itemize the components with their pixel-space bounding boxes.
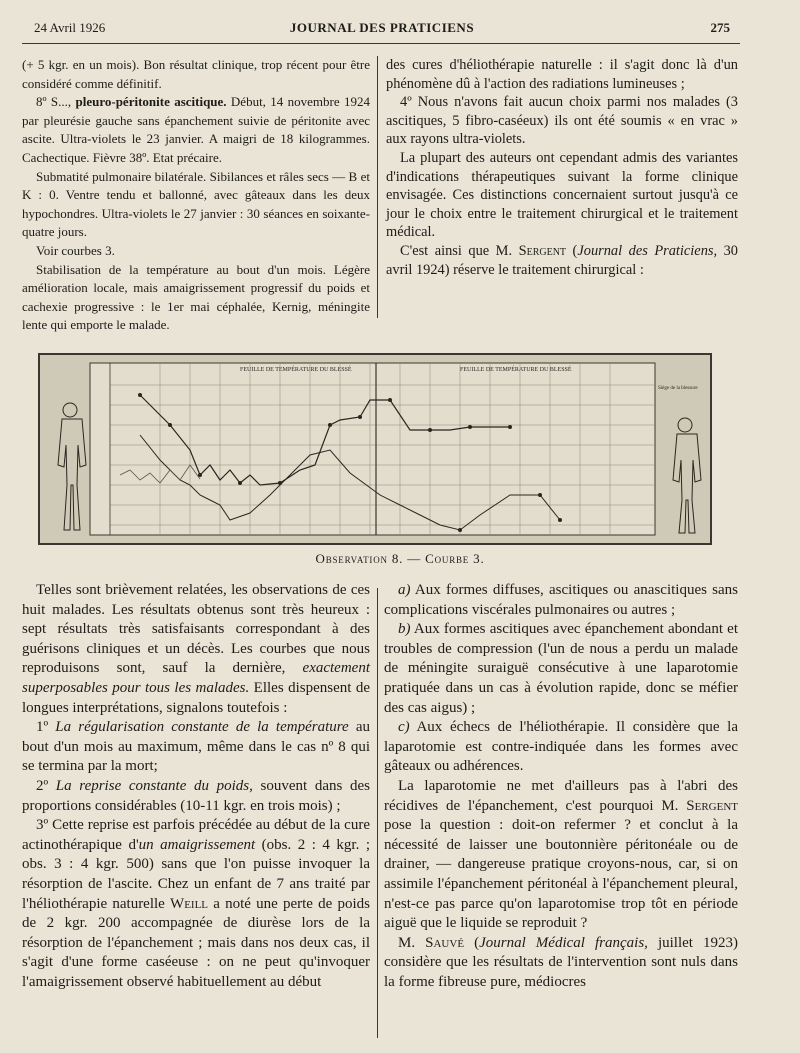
list-item: c) Aux échecs de l'héliothérapie. Il considère que la laparotomie est contre-indiquée dans les formes avec gâteaux ou adhérences. bbox=[384, 719, 738, 775]
paragraph: 4º Nous n'avons fait aucun choix parmi nos malades (3 ascitiques, 5 fibro-caséeux) ils ont été soumis « en vrac » aux rayons ultra-violets. bbox=[386, 94, 738, 148]
side-label: Siège de la blessure bbox=[658, 386, 698, 391]
paragraph: La laparotomie ne met d'ailleurs pas à l'abri des récidives de l'épanchement, c'est pourquoi M. Sergent pose la question : doit-on refermer ? et conclut à la nécessité de laisser une boutonnière péritonéale ou de drainer, — dangereuse pratique croyons-nous, car, si on assimile l'épanchement péritonéal à l'épanchement pleural, n'est-ce pas parce qu'on laparotomise trop tôt en période aiguë que le liquide se reproduit ? bbox=[384, 777, 738, 932]
column-top-right bbox=[386, 56, 738, 279]
column-top-left bbox=[22, 56, 370, 335]
paragraph: (+ 5 kgr. en un mois). Bon résultat clinique, trop récent pour être considéré comme définitif. bbox=[22, 57, 370, 91]
paragraph: Stabilisation de la température au bout d'un mois. Légère amélioration locale, mais amaigrissement progressif du poids et cachexie progressive : le 1er mai céphalée, Kernig, méningite lente qui emporte le malade. bbox=[22, 261, 370, 333]
chart-label-left: FEUILLE DE TEMPÉRATURE DU BLESSÉ bbox=[240, 367, 352, 373]
header-rule bbox=[22, 43, 740, 44]
chart-label-right: FEUILLE DE TEMPÉRATURE DU BLESSÉ bbox=[460, 367, 572, 373]
list-item: 1º La régularisation constante de la température au bout d'un mois au maximum, même dans le cas nº 8 qui se termina par la mort; bbox=[22, 719, 370, 775]
list-item: 2º La reprise constante du poids, souvent dans des proportions considérables (10-11 kgr. en trois mois) ; bbox=[22, 777, 370, 814]
journal-citation: Journal des Praticiens, bbox=[577, 242, 718, 259]
temperature-chart-figure bbox=[38, 353, 712, 545]
paragraph: M. Sauvé (Journal Médical français, juillet 1923) considère que les résultats de l'intervention sont nuls dans la forme fibreuse pure, médiocres bbox=[384, 934, 739, 990]
author-name: Sergent bbox=[518, 242, 567, 259]
page-number: 275 bbox=[710, 20, 730, 35]
column-bottom-left bbox=[22, 581, 370, 992]
list-item: a) Aux formes diffuses, ascitiques ou anascitiques sans complications viscérales pulmonaires ou autres ; bbox=[384, 582, 738, 618]
column-bottom-right bbox=[384, 581, 738, 992]
caption-sub: Courbe 3. bbox=[425, 551, 485, 566]
column-divider-top bbox=[377, 56, 378, 318]
paragraph: La plupart des auteurs ont cependant admis des variantes d'indications thérapeutiques suivant la forme clinique envisagée. Ces distinctions concernaient surtout jusqu'à ce jour le choix entre le traitement chirurgical et le traitement médical. bbox=[386, 149, 738, 241]
author-name: Weill bbox=[170, 895, 209, 912]
observation-8-paragraph: 8º S..., pleuro-péritonite ascitique. Début, 14 novembre 1924 par pleurésie gauche sans épanchement suivie de péritonite avec ascite. Ultra-violets le 23 janvier. A maigri de 18 kilogrammes. Cachectique. Fièvre 38º. Etat précaire. bbox=[22, 94, 370, 165]
journal-title: JOURNAL DES PRATICIENS bbox=[289, 20, 475, 35]
figure-caption: Observation 8. — Courbe 3. bbox=[315, 551, 485, 566]
page-header bbox=[34, 20, 730, 38]
figure-reference: Voir courbes 3. bbox=[36, 242, 115, 258]
paragraph: Telles sont brièvement relatées, les observations de ces huit malades. Les résultats obtenus sont très heureux : sept résultats très satisfaisants correspondant à des guérisons cliniques et un décès. Les courbes que nous reproduisons sont, sauf la dernière, exactement superposables pour tous les malades. Elles dispensent de longues interprétations, signalons toutefois : bbox=[22, 582, 370, 716]
temperature-chart-graphic bbox=[40, 355, 710, 543]
observation-8-title: pleuro-péritonite ascitique. bbox=[75, 94, 227, 110]
paragraph: C'est ainsi que M. Sergent (Journal des Praticiens, 30 avril 1924) réserve le traitement chirurgical : bbox=[386, 242, 738, 278]
author-name: Sauvé bbox=[425, 934, 465, 951]
list-item: b) Aux formes ascitiques avec épanchement abondant et troubles de compression (l'un de nous a perdu un malade de méningite suraiguë consécutive à une laparotomie pratiquée dans un cas à évolution rapide, donc se méfier des cas aigus) ; bbox=[384, 621, 738, 716]
paragraph: Submatité pulmonaire bilatérale. Sibilances et râles secs — B et K : 0. Ventre tendu et ballonné, avec gâteaux dans les deux hypochondres. Ultra-violets le 27 janvier : 30 séances en soixante-quatre jours. bbox=[22, 168, 370, 240]
author-name: Sergent bbox=[686, 797, 738, 814]
issue-date: 24 Avril 1926 bbox=[34, 20, 106, 35]
journal-citation: Journal Médical français, bbox=[479, 934, 648, 951]
column-divider-bottom bbox=[377, 588, 378, 1038]
paragraph: des cures d'héliothérapie naturelle : il s'agit donc là d'un phénomène dû à l'action des radiations lumineuses ; bbox=[386, 57, 738, 92]
caption-label: Observation 8. bbox=[315, 551, 404, 566]
list-item: 3º Cette reprise est parfois précédée au début de la cure actinothérapique d'un amaigrissement (obs. 2 : 4 kgr. ; obs. 3 : 4 kgr. 500) sans que l'on puisse invoquer la résorption de l'ascite. Chez un enfant de 7 ans traité par l'héliothérapie naturelle Weill a noté une perte de poids de 2 kgr. 200 accompagnée de diurèse lors de la résorption de l'épanchement ; mais dans nos deux cas, il s'agit d'une forme caséeuse : on ne peut qu'invoquer l'amaigrissement observé habituellement au début bbox=[22, 817, 371, 990]
